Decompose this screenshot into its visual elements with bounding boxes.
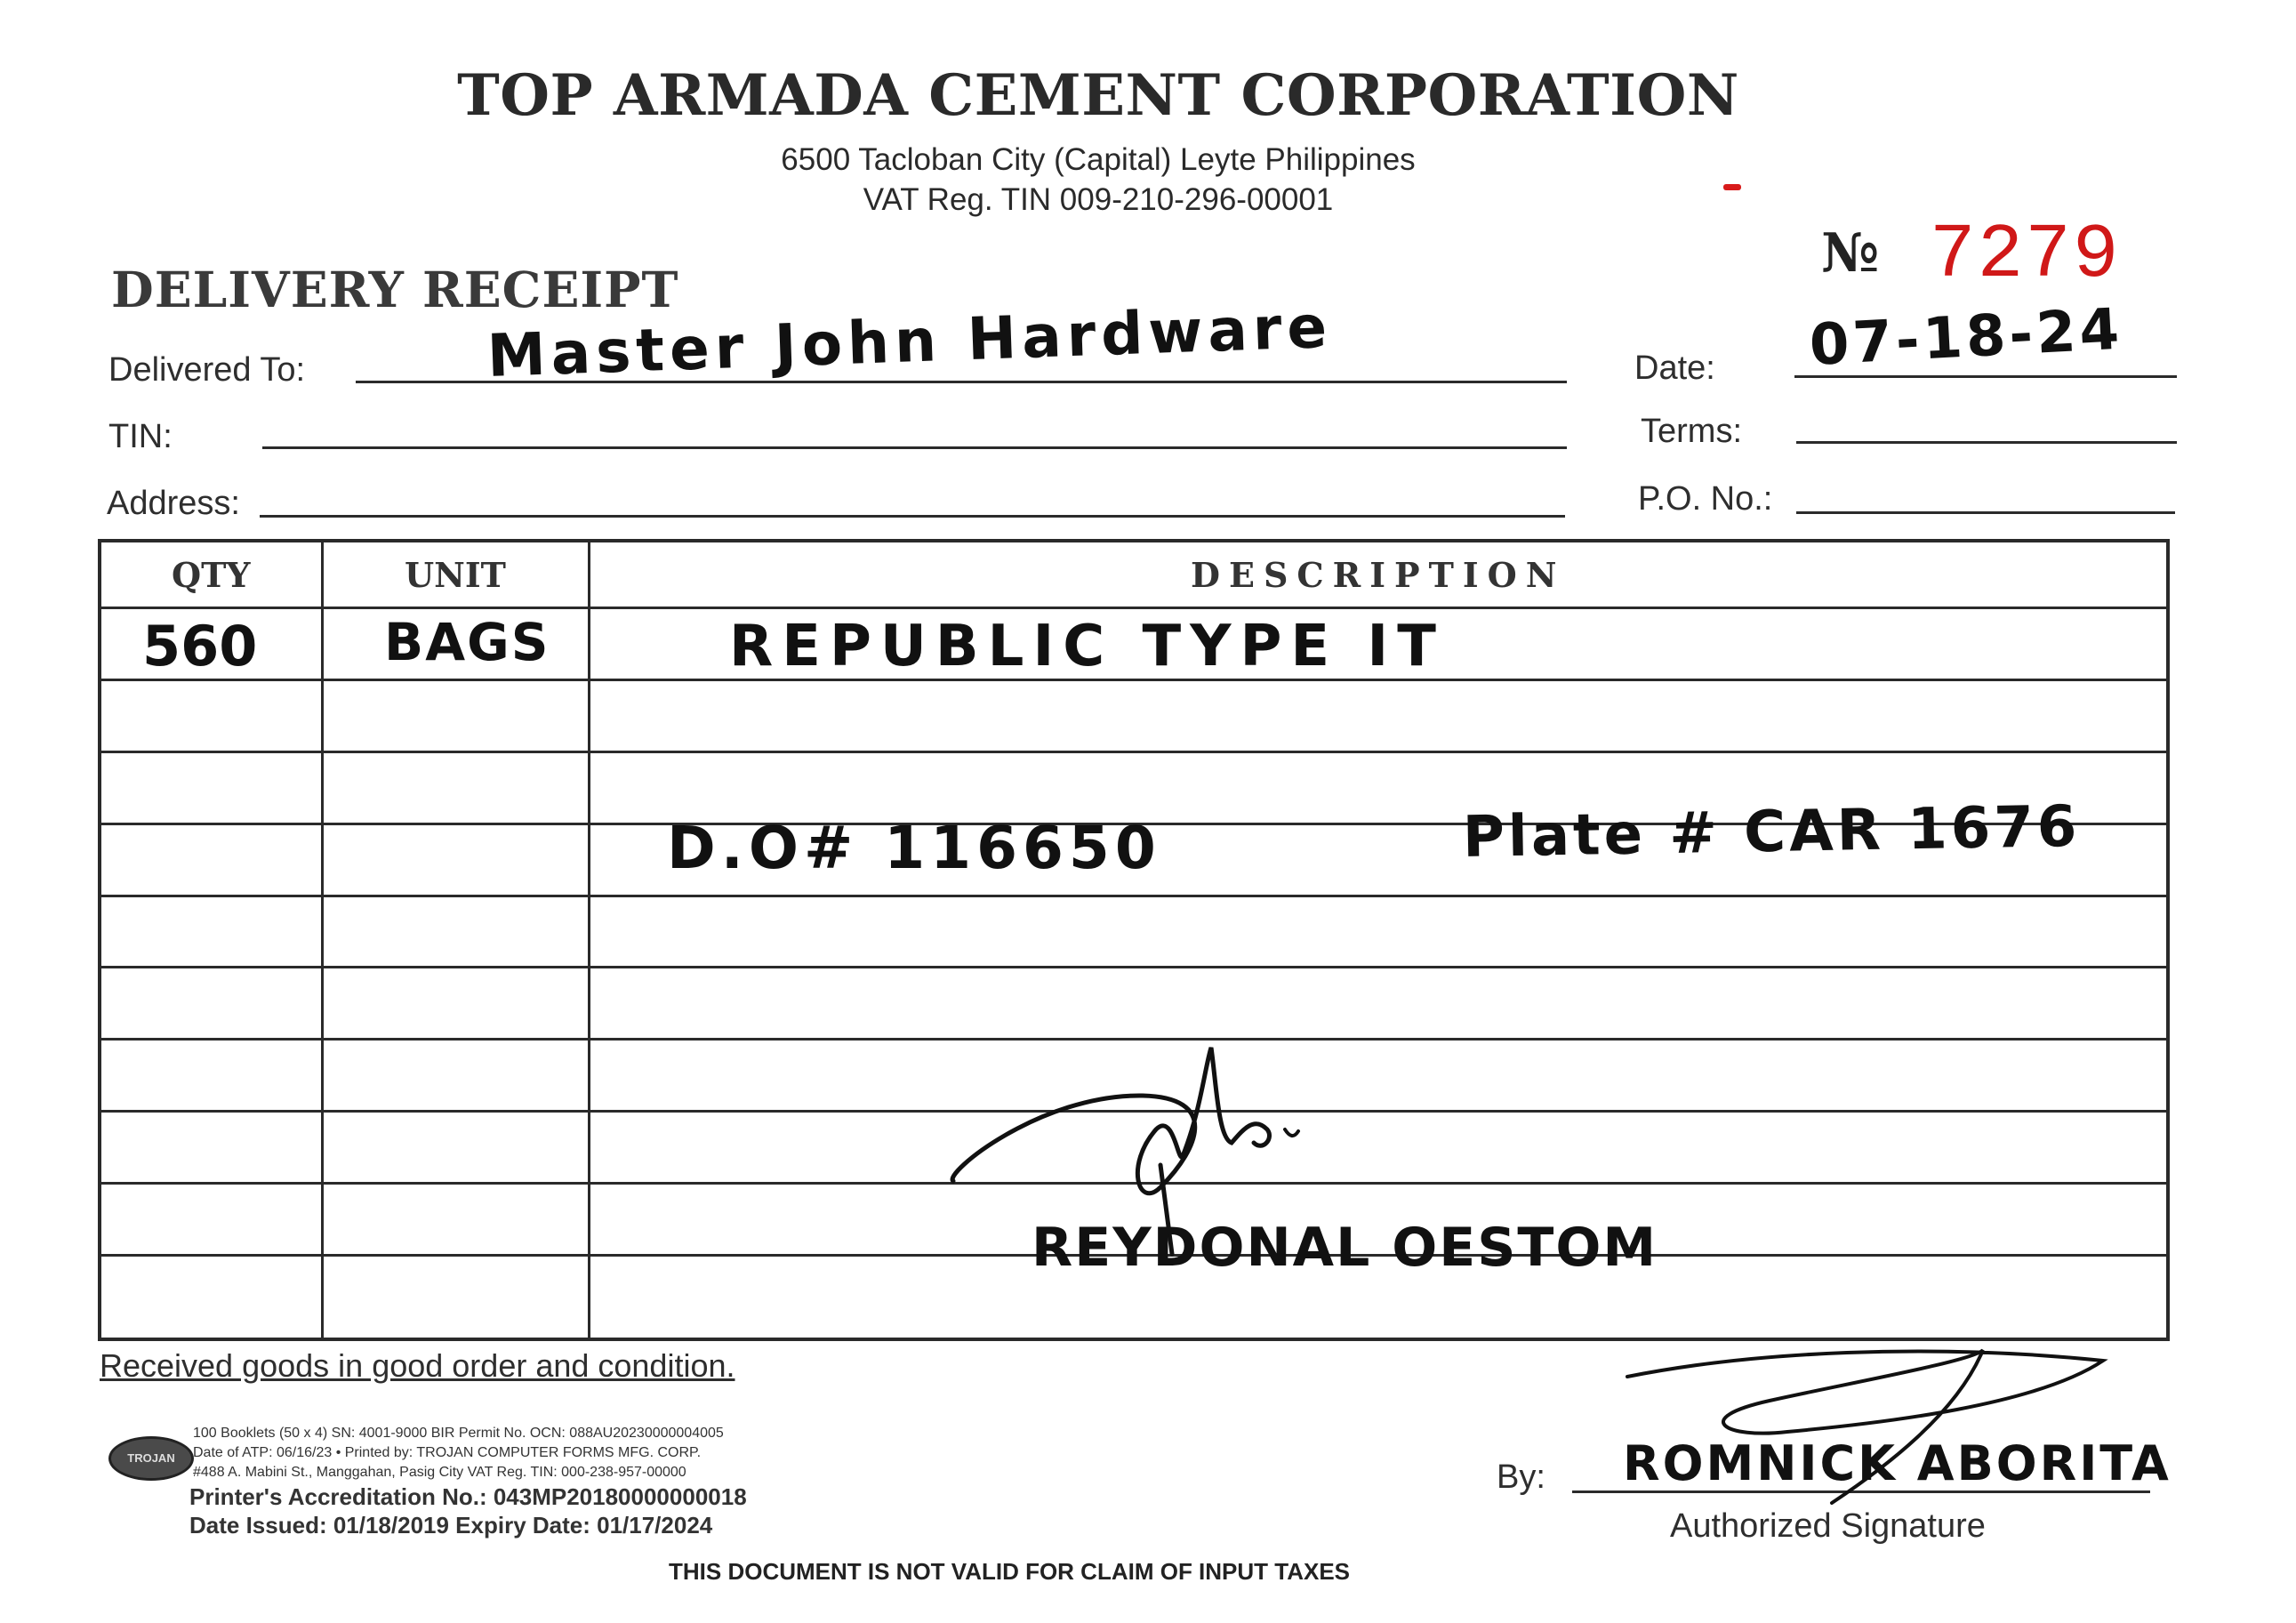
authorized-signature bbox=[1618, 1334, 2116, 1512]
company-name: TOP ARMADA CEMENT CORPORATION bbox=[457, 62, 1739, 129]
tin-label: TIN: bbox=[108, 418, 173, 455]
row1-description: REPUBLIC TYPE IT bbox=[729, 614, 1445, 679]
table-row bbox=[100, 968, 2168, 1040]
printer-logo bbox=[108, 1436, 194, 1481]
table-row bbox=[100, 679, 2168, 751]
terms-line bbox=[1796, 441, 2177, 444]
not-valid-notice: THIS DOCUMENT IS NOT VALID FOR CLAIM OF INPUT TAXES bbox=[669, 1558, 1351, 1585]
delivered-to-label: Delivered To: bbox=[108, 351, 306, 389]
address-line bbox=[260, 515, 1565, 518]
delivered-to-value: Master John Hardware bbox=[486, 292, 1334, 390]
issue-expiry-dates: Date Issued: 01/18/2019 Expiry Date: 01/17/2024 bbox=[189, 1512, 713, 1539]
printer-accreditation: Printer's Accreditation No.: 043MP20180000000018 bbox=[189, 1483, 747, 1510]
printer-fine-2: Date of ATP: 06/16/23 • Printed by: TROJAN COMPUTER FORMS MFG. CORP. bbox=[193, 1445, 702, 1460]
unit-header: UNIT bbox=[322, 541, 589, 608]
company-vat: VAT Reg. TIN 009-210-296-00001 bbox=[863, 182, 1334, 217]
document-title: DELIVERY RECEIPT bbox=[111, 261, 679, 318]
delivery-order-number: D.O# 116650 bbox=[667, 814, 1161, 882]
qty-header: QTY bbox=[100, 541, 322, 608]
description-header: DESCRIPTION bbox=[589, 541, 2168, 608]
authorized-signature-label: Authorized Signature bbox=[1670, 1507, 1986, 1545]
received-note: Received goods in good order and condition. bbox=[100, 1347, 735, 1384]
po-line bbox=[1796, 511, 2175, 514]
receiver-name: REYDONAL OESTOM bbox=[1032, 1217, 1658, 1279]
plate-number: Plate # CAR 1676 bbox=[1462, 793, 2081, 871]
printer-fine-3: #488 A. Mabini St., Manggahan, Pasig City VAT Reg. TIN: 000-238-957-00000 bbox=[193, 1465, 686, 1480]
po-label: P.O. No.: bbox=[1638, 480, 1773, 518]
receipt-number: 7279 bbox=[1930, 212, 2121, 299]
date-label: Date: bbox=[1634, 350, 1715, 387]
red-mark bbox=[1723, 184, 1741, 190]
company-address: 6500 Tacloban City (Capital) Leyte Philippines bbox=[781, 142, 1416, 177]
by-label: By: bbox=[1497, 1458, 1545, 1496]
printer-logo-text: TROJAN bbox=[127, 1451, 175, 1465]
address-label: Address: bbox=[107, 485, 240, 522]
printer-fine-1: 100 Booklets (50 x 4) SN: 4001-9000 BIR Permit No. OCN: 088AU20230000004005 bbox=[193, 1426, 724, 1441]
table-row bbox=[100, 896, 2168, 968]
authorized-name: ROMNICK ABORITA bbox=[1623, 1435, 2172, 1491]
date-value: 07-18-24 bbox=[1808, 296, 2124, 379]
tin-line bbox=[262, 446, 1567, 449]
terms-label: Terms: bbox=[1641, 413, 1742, 450]
row1-unit: BAGS bbox=[384, 612, 550, 672]
receipt-number-label: № bbox=[1821, 222, 1880, 285]
row1-qty: 560 bbox=[142, 614, 258, 679]
table-header-row bbox=[100, 541, 2168, 608]
